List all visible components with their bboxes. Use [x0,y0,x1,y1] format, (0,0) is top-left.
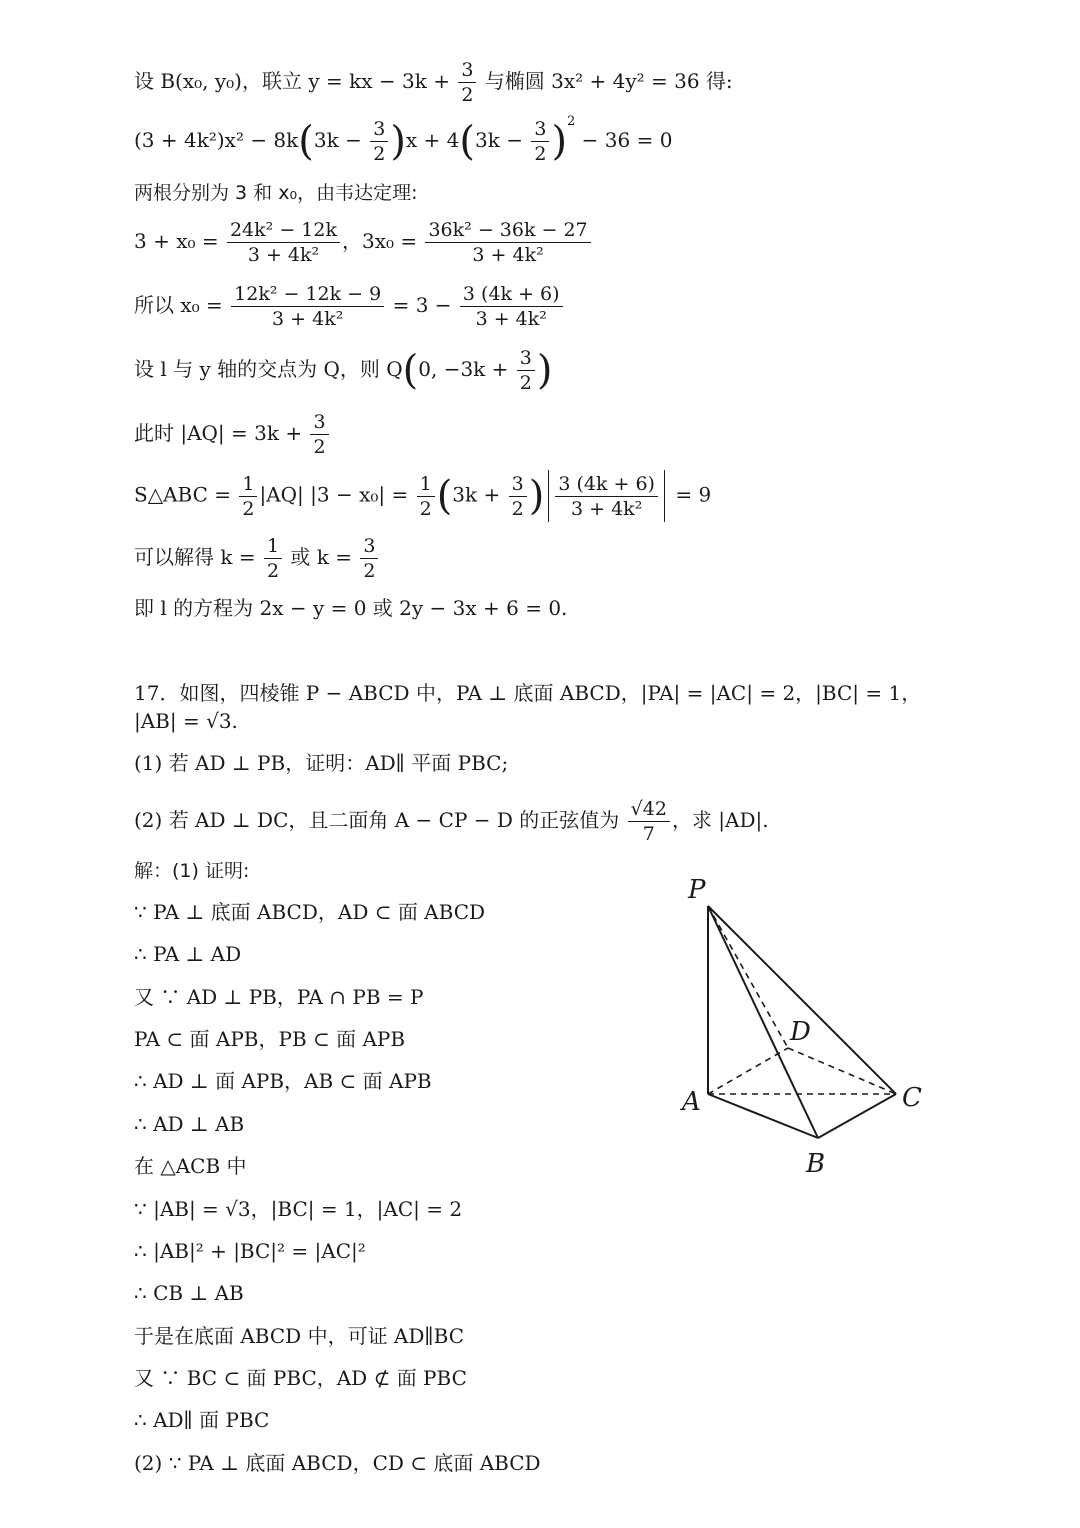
line-solve-k [134,534,380,583]
text: = 3 − [386,293,458,317]
text: (3 + 4k²)x² − 8k [134,128,299,152]
text: S△ABC = [134,482,238,507]
denominator: 2 [419,497,432,520]
numerator: 1 [239,472,257,497]
paren-left: ( [459,118,476,165]
numerator: 1 [417,472,435,497]
numerator: 3 [360,534,378,559]
edge-dc-hidden [788,1048,896,1094]
denominator: 7 [642,823,655,845]
denominator: 2 [313,436,326,458]
numerator: 3 [458,58,476,83]
text: 可以解得 k = [134,545,262,569]
text: 3k − [313,128,369,152]
numerator: 1 [264,534,282,559]
denominator: 2 [242,497,255,520]
line-aq [134,410,331,459]
label-a: A [682,1087,701,1117]
line-quadratic [134,114,673,166]
problem-17-statement: 17．如图，四棱锥 P − ABCD 中，PA ⊥ 底面 ABCD，|PA| = |AC| = 2，|BC| = 1， [134,681,922,705]
text: 或 k = [284,545,359,569]
text: (2) 若 AD ⊥ DC，且二面角 A − CP − D 的正弦值为 [134,808,626,832]
line-setup-b [134,58,733,107]
line-area [134,470,711,522]
problem-17-part-1: (1) 若 AD ⊥ PB，证明：AD∥ 平面 PBC; [134,751,509,775]
line-equation-l: 即 l 的方程为 2x − y = 0 或 2y − 3x + 6 = 0. [134,596,568,620]
denominator: 2 [534,143,547,165]
edge-pc [708,906,896,1094]
denominator: 2 [266,560,280,582]
numerator: 12k² − 12k − 9 [231,282,384,307]
numerator: 24k² − 12k [227,218,340,243]
line-q-point [134,346,552,395]
text: 3k − [475,128,530,152]
pyramid-figure [660,870,940,1180]
paren-left: ( [298,118,314,165]
denominator: 2 [519,372,532,394]
denominator: 3 + 4k² [475,308,547,330]
denominator: 2 [511,497,524,520]
text: 与椭圆 3x² + 4y² = 36 得: [484,69,733,93]
fraction-sqrt42-7 [628,797,670,846]
exponent: 2 [567,114,576,130]
denominator: 3 + 4k² [571,497,643,520]
label-d: D [790,1017,811,1047]
proof-step-3: 又 ∵ AD ⊥ PB，PA ∩ PB = P [134,985,424,1009]
fraction-1-2 [417,472,435,521]
label-p: P [688,875,706,905]
line-vieta-intro: 两根分别为 3 和 x₀，由韦达定理: [134,182,418,204]
fraction-3-2 [458,58,476,107]
proof-step-2: ∴ PA ⊥ AD [134,942,242,966]
text: − 36 = 0 [575,128,673,152]
edge-pd-hidden [708,906,788,1048]
denominator: 2 [363,560,376,582]
fraction-1-2 [239,472,257,521]
problem-17-statement-cont: |AB| = √3. [134,709,238,733]
proof-step-11: 于是在底面 ABCD 中，可证 AD∥BC [134,1324,465,1348]
proof-step-10: ∴ CB ⊥ AB [134,1281,244,1305]
proof-step-8: ∵ |AB| = √3，|BC| = 1，|AC| = 2 [134,1197,463,1221]
problem-17-part-2 [134,797,769,846]
denominator: 3 + 4k² [472,244,544,266]
proof-step-13: ∴ AD∥ 面 PBC [134,1408,270,1432]
denominator: 2 [373,143,386,165]
numerator: 3 (4k + 6) [555,472,658,497]
paren-right: ) [551,118,568,165]
numerator: √42 [628,797,670,822]
denominator: 2 [461,84,474,106]
paren-right: ) [528,473,545,519]
fraction-product [425,218,590,267]
denominator: 3 + 4k² [247,244,320,266]
fraction-x0-alt [460,282,563,331]
proof-step-7: 在 △ACB 中 [134,1154,247,1178]
abs-bar-left [548,470,549,522]
proof-step-4: PA ⊂ 面 APB，PB ⊂ 面 APB [134,1027,406,1051]
fraction-3-2 [370,117,388,166]
text: = 9 [668,482,712,507]
text: 所以 x₀ = [134,293,230,317]
paren-left: ( [436,473,453,519]
fraction-1-2 [264,534,282,583]
fraction-3-2 [531,117,549,166]
numerator: 3 [517,346,535,371]
fraction-sum [227,218,340,267]
edge-ad-hidden [708,1048,788,1094]
part-2-start: (2) ∵ PA ⊥ 底面 ABCD，CD ⊂ 底面 ABCD [134,1451,541,1475]
fraction-x0 [231,282,384,331]
proof-step-1: ∵ PA ⊥ 底面 ABCD，AD ⊂ 面 ABCD [134,900,486,924]
numerator: 3 [310,410,328,435]
line-vieta [134,218,593,267]
text: 0, −3k + [418,357,515,381]
numerator: 36k² − 36k − 27 [425,218,590,243]
text: x + 4 [405,128,460,152]
paren-left: ( [402,347,419,394]
paren-right: ) [390,118,406,165]
numerator: 3 [370,117,388,142]
text: 设 l 与 y 轴的交点为 Q，则 Q [134,357,403,381]
edge-bc [818,1094,896,1138]
fraction-3-2 [517,346,535,395]
edge-ab [708,1094,818,1138]
numerator: 3 [509,472,527,497]
line-x0 [134,282,565,331]
text: 设 B(x₀, y₀)，联立 y = kx − 3k + [134,69,457,93]
text: ，3x₀ = [341,229,424,253]
fraction-3-2 [360,534,378,583]
fraction-3-2 [310,410,328,459]
proof-step-5: ∴ AD ⊥ 面 APB，AB ⊂ 面 APB [134,1069,432,1093]
text: 此时 |AQ| = 3k + [134,421,309,445]
label-c: C [902,1083,922,1113]
proof-step-12: 又 ∵ BC ⊂ 面 PBC，AD ⊄ 面 PBC [134,1366,467,1390]
fraction-3-2 [509,472,527,521]
text: |AQ| |3 − x₀| = [259,482,415,507]
fraction-abs [555,472,658,521]
numerator: 3 [531,117,549,142]
text: 3 + x₀ = [134,229,225,253]
proof-step-9: ∴ |AB|² + |BC|² = |AC|² [134,1239,366,1263]
proof-step-6: ∴ AD ⊥ AB [134,1112,245,1136]
abs-bar-right [664,470,665,522]
text: ，求 |AD|. [671,808,769,832]
denominator: 3 + 4k² [272,308,344,330]
label-b: B [806,1149,826,1179]
numerator: 3 (4k + 6) [460,282,563,307]
text: 3k + [452,482,507,507]
solution-heading: 解：(1) 证明: [134,860,250,882]
paren-right: ) [536,347,553,394]
